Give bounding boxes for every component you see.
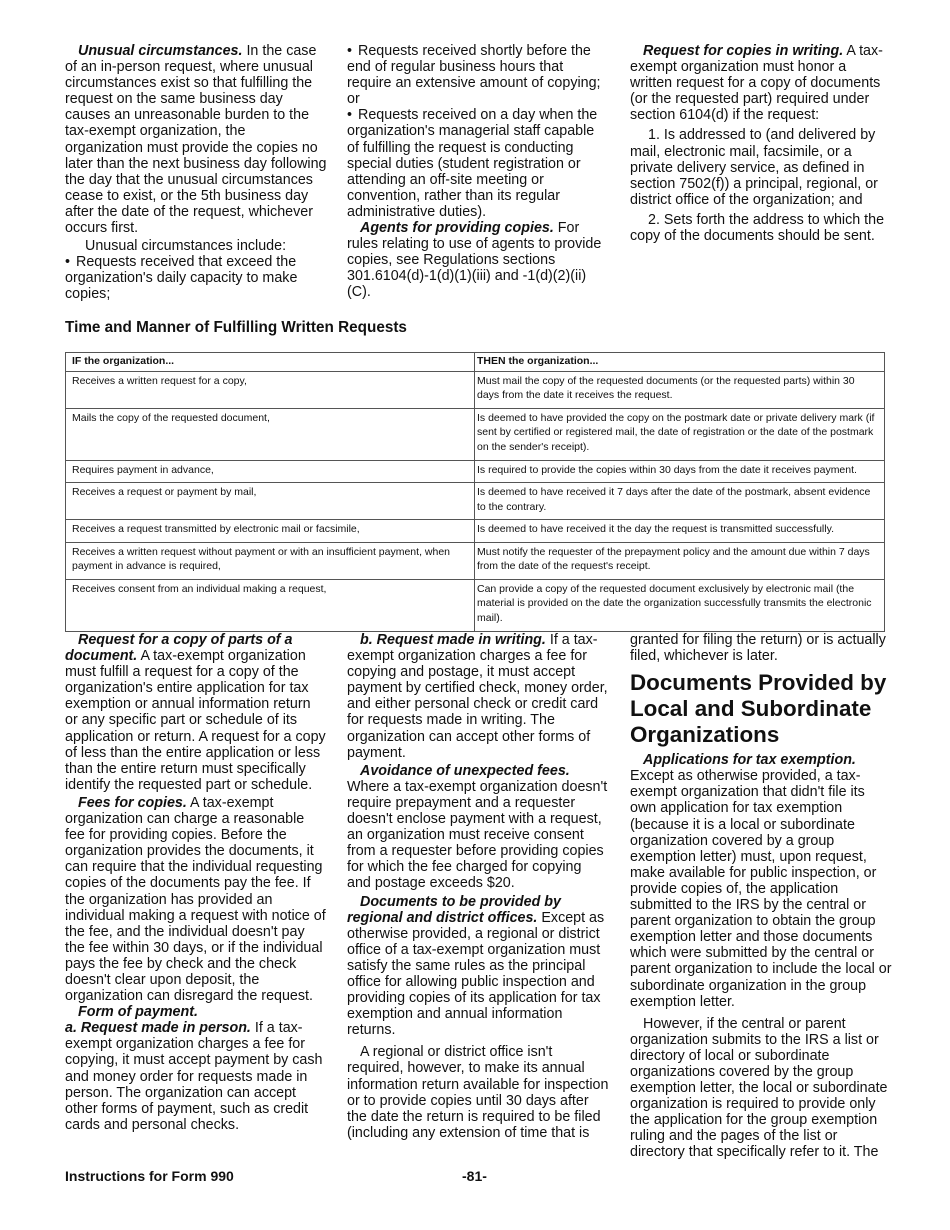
avoidance-paragraph bbox=[347, 763, 609, 892]
bottom-column-3 bbox=[630, 632, 892, 1161]
fees-paragraph bbox=[65, 795, 327, 1004]
table-cell-then: Is deemed to have received it 7 days after the date of the postmark, absent evidence to the contrary. bbox=[475, 483, 885, 520]
bullet-item bbox=[347, 43, 609, 107]
table-cell-then: Must mail the copy of the requested documents (or the requested parts) within 30 days from the date it receives the request. bbox=[475, 371, 885, 408]
unusual-circumstances-heading: Unusual circumstances. bbox=[78, 43, 243, 59]
parts-text: A tax-exempt organization must fulfill a request for a copy of the organization's entire application for tax exemption or annual information return or any specific part or schedule of its application or return. A request for a copy of less than the entire application or less than the entire return must specifically identify the requested part or schedule. bbox=[65, 648, 326, 793]
agents-paragraph bbox=[347, 220, 609, 300]
table-cell-then: Is deemed to have provided the copy on the postmark date or private delivery mark (if sent by certified or registered mail, the date of registration or the date of the postmark on the sender's receipt). bbox=[475, 408, 885, 460]
in-person-heading: a. Request made in person. bbox=[65, 1020, 251, 1037]
table-header-then: THEN the organization... bbox=[475, 353, 885, 372]
in-writing-paragraph bbox=[347, 632, 609, 761]
bullet-item bbox=[347, 107, 609, 220]
top-column-2 bbox=[347, 43, 609, 301]
table-header-row bbox=[66, 353, 885, 372]
page-number: -81- bbox=[462, 1168, 487, 1184]
footer-form-title: Instructions for Form 990 bbox=[65, 1168, 234, 1184]
in-person-text: If a tax-exempt organization charges a fee for copying, it must accept payment by cash and money order for requests made in person. The organization can accept other forms of payment, such as credit cards and personal checks. bbox=[65, 1020, 323, 1133]
table-row bbox=[66, 483, 885, 520]
table-cell-then: Is required to provide the copies within 30 days from the date it receives payment. bbox=[475, 460, 885, 483]
table-row bbox=[66, 542, 885, 579]
unusual-circumstances-paragraph bbox=[65, 43, 327, 236]
requests-table bbox=[65, 352, 885, 632]
form-of-payment-title: Form of payment. bbox=[78, 1004, 198, 1021]
section-heading: Documents Provided by Local and Subordinate Organizations bbox=[630, 670, 887, 748]
table-row bbox=[66, 579, 885, 631]
agents-text: For rules relating to use of agents to provide copies, see Regulations sections 301.6104(d)-1(d)(1)(iii) and -1(d)(2)(ii)(C). bbox=[347, 220, 602, 301]
unusual-circumstances-text: In the case of an in-person request, where unusual circumstances exist so that fulfilling the request on the same business day causes an unreasonable burden to the tax-exempt organization, the organization must provide the copies no later than the next business day following the day that the unusual circumstances cease to exist, or the 5th business day after the date of the request, whichever occurs first. bbox=[65, 43, 327, 237]
table-cell-if: Receives consent from an individual making a request, bbox=[66, 579, 475, 631]
table-row bbox=[66, 460, 885, 483]
bullet-text: Requests received that exceed the organization's daily capacity to make copies; bbox=[65, 254, 298, 303]
applications-heading: Applications for tax exemption. bbox=[643, 752, 856, 769]
avoidance-text: Where a tax-exempt organization doesn't require prepayment and a requester doesn't enclose payment with a request, an organization must receive consent from a requester before providing copies for which the fee charged for copying and postage exceeds $20. bbox=[347, 778, 608, 892]
regional-paragraph bbox=[347, 894, 609, 1039]
avoidance-heading: Avoidance of unexpected fees. bbox=[360, 762, 570, 779]
table-cell-if: Receives a written request for a copy, bbox=[66, 371, 475, 408]
applications-text: Except as otherwise provided, a tax-exempt organization that didn't file its own application for tax exemption (because it is a local or subordinate organization covered by a group exemption letter) must, upon request, make available for public inspection, or provide copies of, the application submitted to the IRS by the central or parent organization to obtain the group exemption letter and those documents which were submitted by the central or parent organization to include the local or subordinate organization in the group exemption letter. bbox=[630, 768, 892, 1010]
regional-paragraph-2: A regional or district office isn't required, however, to make its annual information return available for inspection or to provide copies until 30 days after the date the return is required to be filed (including any extension of time that is bbox=[347, 1044, 609, 1141]
table-cell-then: Can provide a copy of the requested document exclusively by electronic mail (the material is provided on the date the organization successfully transmits the electronic mail). bbox=[475, 579, 885, 631]
agents-heading: Agents for providing copies. bbox=[360, 220, 554, 237]
applications-paragraph bbox=[630, 752, 892, 1010]
written-request-heading: Request for copies in writing. bbox=[643, 43, 844, 59]
table-cell-if: Requires payment in advance, bbox=[66, 460, 475, 483]
fees-heading: Fees for copies. bbox=[78, 794, 187, 811]
continued-text: granted for filing the return) or is actually filed, whichever is later. bbox=[630, 632, 886, 665]
bullet-text: Requests received on a day when the organization's managerial staff capable of fulfilling the request is conducting special duties (student registration or attending an off-site meeting or convention, rather than its regular administrative duties). bbox=[347, 107, 598, 220]
written-request-paragraph bbox=[630, 43, 892, 123]
table-cell-if: Receives a request transmitted by electronic mail or facsimile, bbox=[66, 520, 475, 543]
regional-text: Except as otherwise provided, a regional or district office of a tax-exempt organization must satisfy the same rules as the principal office for allowing public inspection and providing copies of its application for tax exemption and annual information returns. bbox=[347, 909, 605, 1039]
in-writing-text: If a tax-exempt organization charges a fee for copying and postage, it must accept payment by certified check, money order, and either personal check or credit card for requests made in writing. The organization can accept other forms of payment. bbox=[347, 632, 608, 761]
table-row bbox=[66, 371, 885, 408]
table-cell-then: Must notify the requester of the prepayment policy and the amount due within 7 days from the date of the request's receipt. bbox=[475, 542, 885, 579]
bullet-item bbox=[65, 254, 327, 302]
table-row bbox=[66, 520, 885, 543]
form-of-payment-heading bbox=[65, 1004, 327, 1020]
in-person-paragraph bbox=[65, 1020, 327, 1133]
unusual-include-text: Unusual circumstances include: bbox=[85, 238, 287, 255]
table-cell-if: Receives a written request without payment or with an insufficient payment, when payment in advance is required, bbox=[66, 542, 475, 579]
however-paragraph: However, if the central or parent organization submits to the IRS a list or directory of local or subordinate organizations covered by the group exemption letter, the local or subordinate organization is required to provide only the application for the group exemption ruling and the pages of the list or directory that specifically refer to it. The bbox=[630, 1015, 888, 1161]
regional-heading: Documents to be provided by regional and district offices. bbox=[347, 893, 561, 926]
table-cell-if: Receives a request or payment by mail, bbox=[66, 483, 475, 520]
top-column-3 bbox=[630, 43, 892, 244]
table-header-if: IF the organization... bbox=[66, 353, 475, 372]
numbered-item-1: 1. Is addressed to (and delivered by mail, electronic mail, facsimile, or a private delivery service, as defined in section 7502(f)) a principal, regional, or district office of the organization; and bbox=[630, 127, 878, 208]
table-cell-if: Mails the copy of the requested document, bbox=[66, 408, 475, 460]
fees-text: A tax-exempt organization can charge a reasonable fee for providing copies. Before the organization provides the documents, it can require that the individual requesting copies of the documents pay the fee. If the organization has provided an individual making a request with notice of the fee, and the individual doesn't pay the fee within 30 days, or if the individual pays the fee by check and the check doesn't clear upon deposit, the organization can disregard the request. bbox=[65, 794, 326, 1005]
numbered-item-2: 2. Sets forth the address to which the copy of the documents should be sent. bbox=[630, 211, 885, 245]
in-writing-heading: b. Request made in writing. bbox=[360, 632, 546, 648]
parts-paragraph bbox=[65, 632, 327, 793]
bottom-column-1 bbox=[65, 632, 327, 1133]
written-request-text: A tax-exempt organization must honor a written request for a copy of documents (or the requested part) required under section 6104(d) if the request: bbox=[630, 43, 883, 124]
table-row bbox=[66, 408, 885, 460]
bottom-column-2 bbox=[347, 632, 609, 1141]
bullet-text: Requests received shortly before the end of regular business hours that require an extensive amount of copying; or bbox=[347, 43, 601, 108]
parts-heading: Request for a copy of parts of a document. bbox=[65, 632, 293, 665]
table-title: Time and Manner of Fulfilling Written Requests bbox=[65, 319, 407, 336]
table-cell-then: Is deemed to have received it the day the request is transmitted successfully. bbox=[475, 520, 885, 543]
top-column-1 bbox=[65, 43, 327, 303]
